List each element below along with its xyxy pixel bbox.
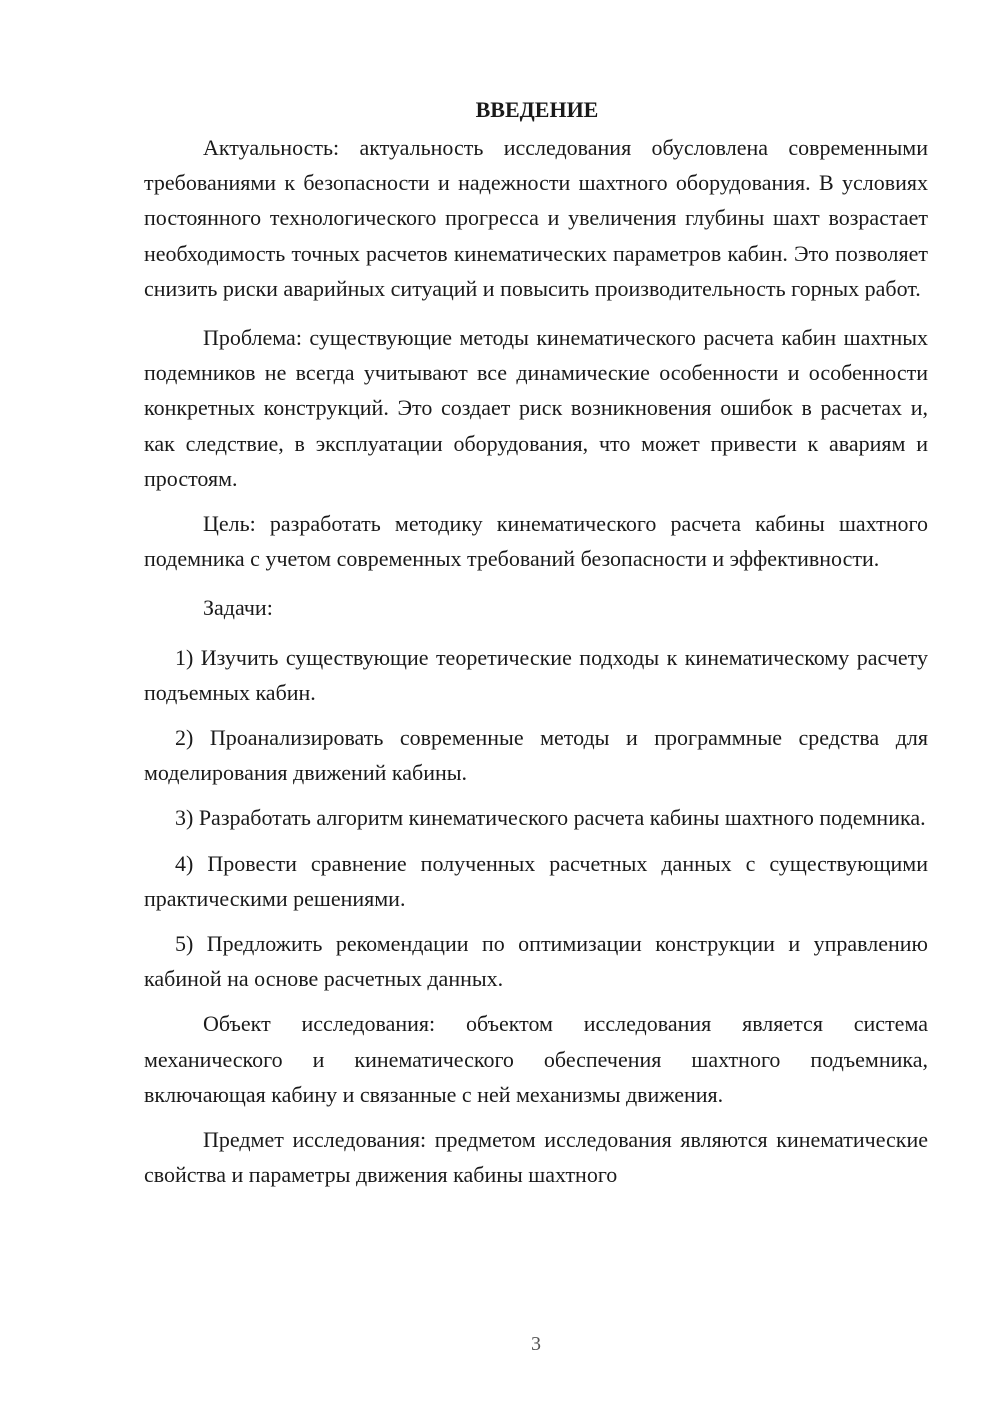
subject-paragraph: Предмет исследования: предметом исследования являются кинематические свойства и параметры движения кабины шахтного	[144, 1127, 928, 1188]
task-item-3: 3) Разработать алгоритм кинематического расчета кабины шахтного подемника.	[175, 805, 926, 831]
goal-paragraph: Цель: разработать методику кинематического расчета кабины шахтного подемника с учетом современных требований безопасности и эффективности.	[144, 511, 928, 572]
page-number: 3	[531, 1333, 541, 1355]
tasks-label: Задачи:	[203, 595, 273, 621]
task-item-5: 5) Предложить рекомендации по оптимизации конструкции и управлению кабиной на основе расчетных данных.	[144, 931, 928, 992]
section-heading: ВВЕДЕНИЕ	[475, 97, 599, 122]
task-item-1: 1) Изучить существующие теоретические подходы к кинематическому расчету подъемных кабин.	[144, 644, 928, 705]
object-paragraph: Объект исследования: объектом исследования является система механического и кинематического обеспечения шахтного подъемника, включающая кабину и связанные с ней механизмы движения.	[144, 1011, 928, 1107]
relevance-paragraph: Актуальность: актуальность исследования обусловлена современными требованиями к безопасности и надежности шахтного оборудования. В условиях постоянного технологического прогресса и увеличения глубины шахт возрастает необходимость точных расчетов кинематических параметров кабин. Это позволяет снизить риски аварийных ситуаций и повысить производительность горных работ.	[144, 135, 928, 301]
task-item-4: 4) Провести сравнение полученных расчетных данных с существующими практическими решениями.	[144, 850, 928, 911]
task-item-2: 2) Проанализировать современные методы и программные средства для моделирования движений кабины.	[144, 725, 928, 786]
problem-paragraph: Проблема: существующие методы кинематического расчета кабин шахтных подемников не всегда учитывают все динамические особенности и особенности конкретных конструкций. Это создает риск возникновения ошибок в расчетах и, как следствие, в эксплуатации оборудования, что может привести к авариям и простоям.	[144, 325, 928, 491]
document-page	[144, 92, 928, 1202]
